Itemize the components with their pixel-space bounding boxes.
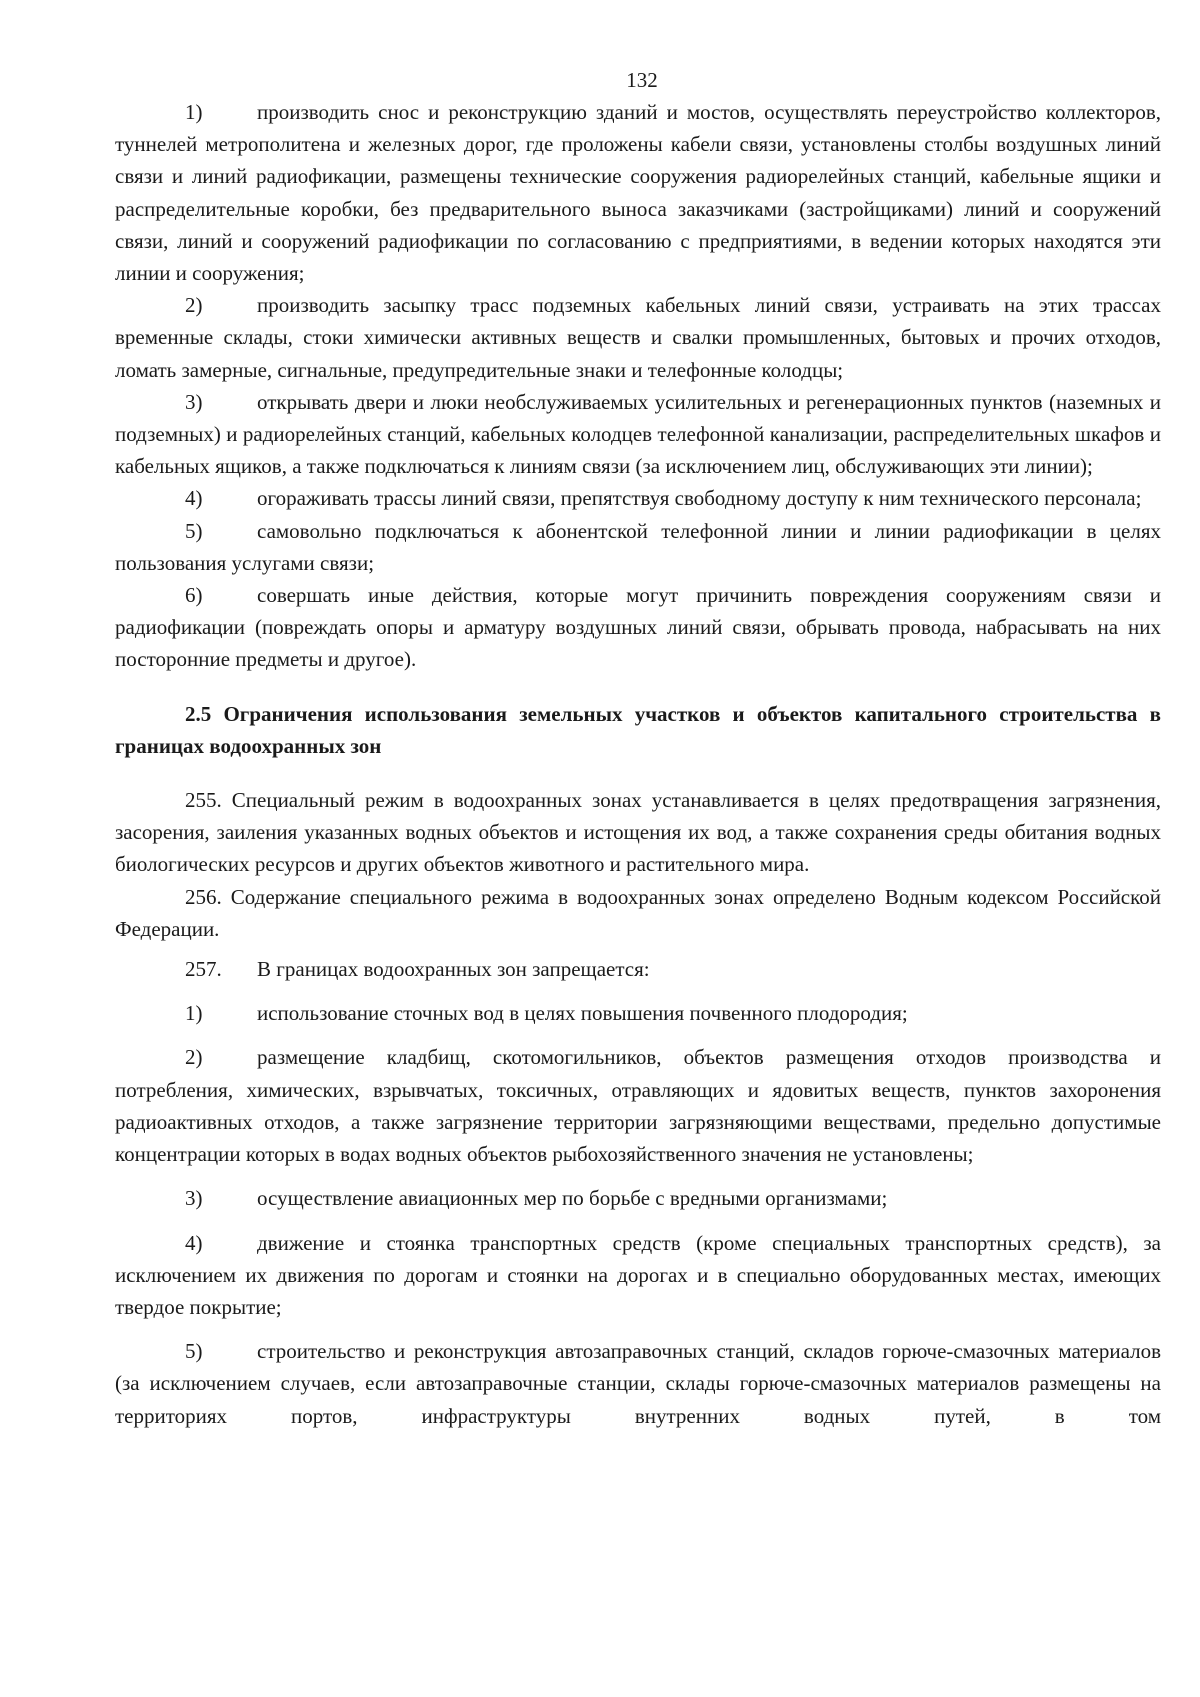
list-item: [115, 579, 1161, 676]
list-item: [115, 1227, 1161, 1324]
list-item-number: 6): [185, 583, 203, 608]
list-item-text: размещение кладбищ, скотомогильников, объектов размещения отходов производства и потребления, химических, взрывчатых, токсичных, отравляющих и ядовитых веществ, пунктов захоронения радиоактивных отходов, а также загрязнение территории загрязняющими веществами, предельно допустимые концентрации которых в водах водных объектов рыбохозяйственного значения не установлены;: [115, 1045, 1161, 1167]
list-item: [115, 1335, 1161, 1432]
list-item-number: 1): [185, 100, 203, 124]
list-item-number: 5): [185, 518, 203, 543]
page-number: 132: [626, 68, 658, 92]
list-item: [115, 289, 1161, 386]
prohibitions-list-water-zones: [115, 997, 1161, 1431]
list-item-number: 1): [185, 1001, 203, 1026]
list-item-number: 3): [185, 1186, 203, 1211]
list-item: [115, 997, 1161, 1029]
paragraph-number: 257.: [185, 957, 222, 982]
paragraph-number: 255.: [185, 788, 222, 813]
numbered-paragraph: [115, 881, 1161, 945]
paragraph-number: 256.: [185, 884, 222, 909]
list-item-text: производить снос и реконструкцию зданий и мостов, осуществлять переустройство коллекторов, туннелей метрополитена и железных дорог, где проложены кабели связи, установлены столбы воздушных линий связи и линий радиофикации, размещены технические сооружения радиорелейных станций, кабельные ящики и распределительные коробки, без предварительного выноса заказчиками (застройщиками) линий и сооружений связи, линий и сооружений радиофикации по согласованию с предприятиями, в ведении которых находятся эти линии и сооружения;: [115, 100, 1161, 286]
list-item: [115, 96, 1161, 289]
list-item-text: огораживать трассы линий связи, препятствуя свободному доступу к ним технического персонала;: [257, 486, 1142, 511]
section-heading: 2.5 Ограничения использования земельных участков и объектов капитального строительства в границах водоохранных зон: [115, 701, 1161, 758]
list-item: [115, 1182, 1161, 1214]
list-item-text: использование сточных вод в целях повышения почвенного плодородия;: [257, 1001, 908, 1026]
list-item: [115, 482, 1161, 514]
prohibitions-list-communications: [115, 96, 1161, 676]
list-item: [115, 1041, 1161, 1170]
list-item: [115, 386, 1161, 483]
paragraph-text: Содержание специального режима в водоохранных зонах определено Водным кодексом Российской Федерации.: [115, 884, 1162, 941]
list-item-text: производить засыпку трасс подземных кабельных линий связи, устраивать на этих трассах временные склады, стоки химически активных веществ и свалки промышленных, бытовых и прочих отходов, ломать замерные, сигнальные, предупредительные знаки и телефонные колодцы;: [115, 293, 1161, 382]
list-item-number: 2): [185, 1045, 203, 1070]
document-page: [115, 64, 1161, 1432]
list-item-number: 4): [185, 1230, 203, 1255]
list-item-text: открывать двери и люки необслуживаемых усилительных и регенерационных пунктов (наземных и подземных) и радиорелейных станций, кабельных колодцев телефонной канализации, распределительных шкафов и кабельных ящиков, а также подключаться к линиям связи (за исключением лиц, обслуживающих эти линии);: [115, 389, 1161, 479]
list-item-number: 4): [185, 486, 203, 511]
list-item-text: строительство и реконструкция автозаправочных станций, складов горюче-смазочных материалов (за исключением случаев, если автозаправочные станции, склады горюче-смазочных материалов размещены на территориях портов, инфраструктуры внутренних водных путей, в том: [115, 1339, 1161, 1428]
paragraph-text: Специальный режим в водоохранных зонах устанавливается в целях предотвращения загрязнения, засорения, заиления указанных водных объектов и истощения их вод, а также сохранения среды обитания водных биологических ресурсов и других объектов животного и растительного мира.: [115, 788, 1161, 877]
list-item-number: 2): [185, 293, 203, 318]
paragraph-text: В границах водоохранных зон запрещается:: [257, 957, 650, 982]
numbered-paragraph: [115, 784, 1161, 881]
list-item-text: осуществление авиационных мер по борьбе с вредными организмами;: [257, 1186, 888, 1211]
list-item-text: самовольно подключаться к абонентской телефонной линии и линии радиофикации в целях пользования услугами связи;: [115, 518, 1161, 575]
list-item-number: 5): [185, 1339, 203, 1364]
water-protection-paragraphs: [115, 784, 1161, 985]
list-item-text: движение и стоянка транспортных средств (кроме специальных транспортных средств), за исключением их движения по дорогам и стоянки на дорогах и в специально оборудованных местах, имеющих твердое покрытие;: [115, 1230, 1161, 1319]
numbered-paragraph: [115, 953, 1161, 985]
list-item-number: 3): [185, 389, 203, 414]
list-item: [115, 515, 1161, 579]
list-item-text: совершать иные действия, которые могут причинить повреждения сооружениям связи и радиофикации (повреждать опоры и арматуру воздушных линий связи, обрывать провода, набрасывать на них посторонние предметы и другое).: [115, 583, 1161, 672]
